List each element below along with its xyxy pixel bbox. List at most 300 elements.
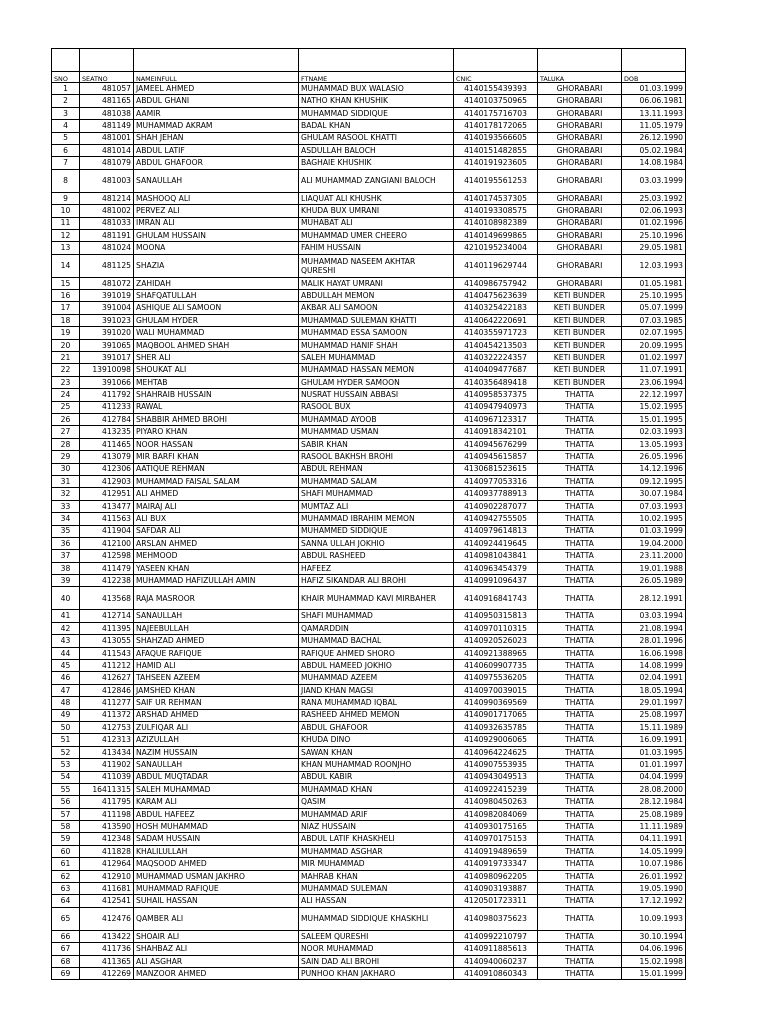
seatno-cell: 481024 bbox=[80, 242, 134, 254]
table-row bbox=[52, 746, 686, 758]
sno-cell: 10 bbox=[52, 205, 80, 217]
table-row bbox=[52, 157, 686, 169]
sno-cell: 28 bbox=[52, 438, 80, 450]
cnic-cell: 4140193308575 bbox=[454, 205, 538, 217]
sno-cell: 57 bbox=[52, 808, 80, 820]
dob-cell: 11.07.1991 bbox=[622, 364, 686, 376]
seatno-cell: 412313 bbox=[80, 734, 134, 746]
father-name-cell: RANA MUHAMMAD IQBAL bbox=[299, 697, 454, 709]
table-row bbox=[52, 796, 686, 808]
seatno-cell: 411681 bbox=[80, 883, 134, 895]
father-name-cell: ALI HASSAN bbox=[299, 895, 454, 907]
table-row bbox=[52, 660, 686, 672]
taluka-cell: THATTA bbox=[538, 562, 622, 574]
table-row bbox=[52, 169, 686, 192]
cnic-cell: 4140958537375 bbox=[454, 389, 538, 401]
seatno-cell: 412964 bbox=[80, 858, 134, 870]
cnic-cell: 4140409477687 bbox=[454, 364, 538, 376]
sno-cell: 47 bbox=[52, 684, 80, 696]
sno-cell: 39 bbox=[52, 575, 80, 587]
seatno-cell: 391023 bbox=[80, 314, 134, 326]
name-cell: SHER ALI bbox=[134, 352, 299, 364]
table-row bbox=[52, 95, 686, 107]
table-row bbox=[52, 192, 686, 204]
cnic-cell: 4140918342101 bbox=[454, 426, 538, 438]
taluka-cell: THATTA bbox=[538, 513, 622, 525]
name-cell: HAMID ALI bbox=[134, 660, 299, 672]
name-cell: MAQSOOD AHMED bbox=[134, 858, 299, 870]
dob-cell: 03.03.1994 bbox=[622, 610, 686, 622]
dob-cell: 07.03.1993 bbox=[622, 500, 686, 512]
father-name-cell: MUHAMMAD KHAN bbox=[299, 783, 454, 795]
seatno-cell: 412541 bbox=[80, 895, 134, 907]
father-name-cell: MUHAMMAD BACHAL bbox=[299, 635, 454, 647]
name-cell: PIYARO KHAN bbox=[134, 426, 299, 438]
father-name-cell: KHAIR MUHAMMAD KAVI MIRBAHER bbox=[299, 587, 454, 610]
seatno-cell: 413055 bbox=[80, 635, 134, 647]
table-row bbox=[52, 821, 686, 833]
dob-cell: 01.02.1997 bbox=[622, 352, 686, 364]
sno-cell: 21 bbox=[52, 352, 80, 364]
cnic-cell: 4210195234004 bbox=[454, 242, 538, 254]
taluka-cell: THATTA bbox=[538, 463, 622, 475]
cnic-cell: 4130681523615 bbox=[454, 463, 538, 475]
cnic-cell: 4140642220691 bbox=[454, 314, 538, 326]
seatno-cell: 391004 bbox=[80, 302, 134, 314]
father-name-cell: MIR MUHAMMAD bbox=[299, 858, 454, 870]
name-cell: SALEH MUHAMMAD bbox=[134, 783, 299, 795]
table-row bbox=[52, 290, 686, 302]
cnic-cell: 4140937788913 bbox=[454, 488, 538, 500]
sno-cell: 32 bbox=[52, 488, 80, 500]
father-name-cell: NATHO KHAN KHUSHIK bbox=[299, 95, 454, 107]
table-row bbox=[52, 833, 686, 845]
taluka-cell: GHORABARI bbox=[538, 254, 622, 277]
father-name-cell: BAGHAIE KHUSHIK bbox=[299, 157, 454, 169]
sno-cell: 18 bbox=[52, 314, 80, 326]
cnic-cell: 4140155439393 bbox=[454, 83, 538, 95]
table-row bbox=[52, 242, 686, 254]
taluka-cell: THATTA bbox=[538, 389, 622, 401]
sno-cell: 64 bbox=[52, 895, 80, 907]
seatno-cell: 481125 bbox=[80, 254, 134, 277]
name-cell: MUHAMMAD FAISAL SALAM bbox=[134, 475, 299, 487]
taluka-cell: THATTA bbox=[538, 550, 622, 562]
taluka-cell: THATTA bbox=[538, 438, 622, 450]
father-name-cell: MUHAMMED SIDDIQUE bbox=[299, 525, 454, 537]
name-cell: JAMEEL AHMED bbox=[134, 83, 299, 95]
father-name-cell: MUHAMMAD SIDDIQUE KHASKHLI bbox=[299, 907, 454, 930]
table-row bbox=[52, 438, 686, 450]
taluka-cell: THATTA bbox=[538, 883, 622, 895]
name-cell: RAJA MASROOR bbox=[134, 587, 299, 610]
name-cell: PERVEZ ALI bbox=[134, 205, 299, 217]
table-row bbox=[52, 930, 686, 942]
name-cell: ASHIQUE ALI SAMOON bbox=[134, 302, 299, 314]
table-row bbox=[52, 759, 686, 771]
seatno-cell: 411372 bbox=[80, 709, 134, 721]
sno-cell: 3 bbox=[52, 107, 80, 119]
taluka-cell: KETI BUNDER bbox=[538, 364, 622, 376]
dob-cell: 15.02.1998 bbox=[622, 955, 686, 967]
seatno-cell: 412100 bbox=[80, 537, 134, 549]
name-cell: SHAHBAZ ALI bbox=[134, 943, 299, 955]
seatno-cell: 411198 bbox=[80, 808, 134, 820]
table-row bbox=[52, 771, 686, 783]
sno-cell: 19 bbox=[52, 327, 80, 339]
table-row bbox=[52, 401, 686, 413]
taluka-cell: KETI BUNDER bbox=[538, 339, 622, 351]
cnic-cell: 4140932635785 bbox=[454, 721, 538, 733]
name-cell: SHAZIA bbox=[134, 254, 299, 277]
cnic-cell: 4140193566605 bbox=[454, 132, 538, 144]
name-cell: HOSH MUHAMMAD bbox=[134, 821, 299, 833]
sno-cell: 54 bbox=[52, 771, 80, 783]
cnic-cell: 4140191923605 bbox=[454, 157, 538, 169]
dob-cell: 15.01.1999 bbox=[622, 968, 686, 980]
table-row bbox=[52, 107, 686, 119]
name-cell: SHAH JEHAN bbox=[134, 132, 299, 144]
sno-cell: 60 bbox=[52, 845, 80, 857]
taluka-cell: KETI BUNDER bbox=[538, 352, 622, 364]
sno-cell: 50 bbox=[52, 721, 80, 733]
father-name-cell: SALEEM QURESHI bbox=[299, 930, 454, 942]
header-ftname: FTNAME bbox=[299, 72, 454, 83]
taluka-cell: THATTA bbox=[538, 821, 622, 833]
name-cell: ABDUL LATIF bbox=[134, 144, 299, 156]
sno-cell: 17 bbox=[52, 302, 80, 314]
student-list-table bbox=[51, 48, 686, 980]
taluka-cell: THATTA bbox=[538, 697, 622, 709]
name-cell: MANZOOR AHMED bbox=[134, 968, 299, 980]
sno-cell: 41 bbox=[52, 610, 80, 622]
header-taluka: TALUKA bbox=[538, 72, 622, 83]
father-name-cell: MUHAMMAD AZEEM bbox=[299, 672, 454, 684]
taluka-cell: GHORABARI bbox=[538, 157, 622, 169]
table-row bbox=[52, 513, 686, 525]
taluka-cell: THATTA bbox=[538, 500, 622, 512]
dob-cell: 04.04.1999 bbox=[622, 771, 686, 783]
cnic-cell: 4140907553935 bbox=[454, 759, 538, 771]
cnic-cell: 4140103750965 bbox=[454, 95, 538, 107]
name-cell: IMRAN ALI bbox=[134, 217, 299, 229]
dob-cell: 14.08.1999 bbox=[622, 660, 686, 672]
father-name-cell: HAFEEZ bbox=[299, 562, 454, 574]
father-name-cell: QAMARDDIN bbox=[299, 622, 454, 634]
taluka-cell: GHORABARI bbox=[538, 277, 622, 289]
sno-cell: 68 bbox=[52, 955, 80, 967]
sno-cell: 8 bbox=[52, 169, 80, 192]
table-row bbox=[52, 672, 686, 684]
dob-cell: 11.11.1989 bbox=[622, 821, 686, 833]
sno-cell: 63 bbox=[52, 883, 80, 895]
name-cell: SHOAIR ALI bbox=[134, 930, 299, 942]
cnic-cell: 4140982084069 bbox=[454, 808, 538, 820]
seatno-cell: 411563 bbox=[80, 513, 134, 525]
cnic-cell: 4140355971723 bbox=[454, 327, 538, 339]
cnic-cell: 4140970039015 bbox=[454, 684, 538, 696]
father-name-cell: MUHAMMAD SULEMAN KHATTI bbox=[299, 314, 454, 326]
cnic-cell: 4140980450263 bbox=[454, 796, 538, 808]
seatno-cell: 411828 bbox=[80, 845, 134, 857]
taluka-cell: THATTA bbox=[538, 426, 622, 438]
taluka-cell: GHORABARI bbox=[538, 83, 622, 95]
father-name-cell: RASHEED AHMED MEMON bbox=[299, 709, 454, 721]
cnic-cell: 4140902287077 bbox=[454, 500, 538, 512]
seatno-cell: 412910 bbox=[80, 870, 134, 882]
dob-cell: 05.02.1984 bbox=[622, 144, 686, 156]
name-cell: RAWAL bbox=[134, 401, 299, 413]
cnic-cell: 4140175716703 bbox=[454, 107, 538, 119]
father-name-cell: SHAFI MUHAMMAD bbox=[299, 610, 454, 622]
seatno-cell: 391020 bbox=[80, 327, 134, 339]
father-name-cell: MUHAMMAD IBRAHIM MEMON bbox=[299, 513, 454, 525]
cnic-cell: 4140991096437 bbox=[454, 575, 538, 587]
father-name-cell: MUHAMMAD USMAN bbox=[299, 426, 454, 438]
dob-cell: 29.01.1997 bbox=[622, 697, 686, 709]
sno-cell: 5 bbox=[52, 132, 80, 144]
dob-cell: 28.12.1984 bbox=[622, 796, 686, 808]
seatno-cell: 481014 bbox=[80, 144, 134, 156]
seatno-cell: 481165 bbox=[80, 95, 134, 107]
name-cell: AFAQUE RAFIQUE bbox=[134, 647, 299, 659]
cnic-cell: 4140916841743 bbox=[454, 587, 538, 610]
sno-cell: 69 bbox=[52, 968, 80, 980]
name-cell: SAIF UR REHMAN bbox=[134, 697, 299, 709]
cnic-cell: 4140945615857 bbox=[454, 451, 538, 463]
taluka-cell: THATTA bbox=[538, 943, 622, 955]
table-row bbox=[52, 254, 686, 277]
name-cell: SANAULLAH bbox=[134, 169, 299, 192]
father-name-cell: MUHAMMAD BUX WALASIO bbox=[299, 83, 454, 95]
name-cell: ZULFIQAR ALI bbox=[134, 721, 299, 733]
name-cell: SUHAIL HASSAN bbox=[134, 895, 299, 907]
seatno-cell: 412269 bbox=[80, 968, 134, 980]
cnic-cell: 4140322224357 bbox=[454, 352, 538, 364]
father-name-cell: ABDUL LATIF KHASKHELI bbox=[299, 833, 454, 845]
sno-cell: 11 bbox=[52, 217, 80, 229]
sno-cell: 24 bbox=[52, 389, 80, 401]
father-name-cell: ALI MUHAMMAD ZANGIANI BALOCH bbox=[299, 169, 454, 192]
dob-cell: 02.06.1993 bbox=[622, 205, 686, 217]
table-row bbox=[52, 734, 686, 746]
name-cell: ABDUL GHANI bbox=[134, 95, 299, 107]
taluka-cell: THATTA bbox=[538, 575, 622, 587]
cnic-cell: 4140964224625 bbox=[454, 746, 538, 758]
table-row bbox=[52, 895, 686, 907]
table-row bbox=[52, 83, 686, 95]
name-cell: AZIZULLAH bbox=[134, 734, 299, 746]
name-cell: ARSHAD AHMED bbox=[134, 709, 299, 721]
taluka-cell: GHORABARI bbox=[538, 169, 622, 192]
seatno-cell: 481038 bbox=[80, 107, 134, 119]
seatno-cell: 411365 bbox=[80, 955, 134, 967]
seatno-cell: 411277 bbox=[80, 697, 134, 709]
table-row bbox=[52, 120, 686, 132]
dob-cell: 25.10.1995 bbox=[622, 290, 686, 302]
table-row bbox=[52, 488, 686, 500]
cnic-cell: 4140151482855 bbox=[454, 144, 538, 156]
name-cell: ABDUL MUQTADAR bbox=[134, 771, 299, 783]
seatno-cell: 481079 bbox=[80, 157, 134, 169]
dob-cell: 28.12.1991 bbox=[622, 587, 686, 610]
father-name-cell: MALIK HAYAT UMRANI bbox=[299, 277, 454, 289]
cnic-cell: 4140981043841 bbox=[454, 550, 538, 562]
father-name-cell: MUHAMMAD SULEMAN bbox=[299, 883, 454, 895]
name-cell: GHULAM HUSSAIN bbox=[134, 229, 299, 241]
seatno-cell: 481003 bbox=[80, 169, 134, 192]
sno-cell: 56 bbox=[52, 796, 80, 808]
father-name-cell: RASOOL BUX bbox=[299, 401, 454, 413]
name-cell: MUHAMMAD AKRAM bbox=[134, 120, 299, 132]
dob-cell: 01.03.1995 bbox=[622, 746, 686, 758]
dob-cell: 30.10.1994 bbox=[622, 930, 686, 942]
cnic-cell: 4140178172065 bbox=[454, 120, 538, 132]
seatno-cell: 413235 bbox=[80, 426, 134, 438]
taluka-cell: THATTA bbox=[538, 721, 622, 733]
father-name-cell: MUHABAT ALI bbox=[299, 217, 454, 229]
dob-cell: 04.06.1996 bbox=[622, 943, 686, 955]
dob-cell: 28.01.1996 bbox=[622, 635, 686, 647]
taluka-cell: THATTA bbox=[538, 783, 622, 795]
name-cell: MAQBOOL AHMED SHAH bbox=[134, 339, 299, 351]
table-row bbox=[52, 808, 686, 820]
cnic-cell: 4140970110315 bbox=[454, 622, 538, 634]
table-row bbox=[52, 144, 686, 156]
dob-cell: 26.05.1996 bbox=[622, 451, 686, 463]
dob-cell: 16.09.1991 bbox=[622, 734, 686, 746]
seatno-cell: 411904 bbox=[80, 525, 134, 537]
dob-cell: 19.01.1988 bbox=[622, 562, 686, 574]
sno-cell: 25 bbox=[52, 401, 80, 413]
seatno-cell: 412306 bbox=[80, 463, 134, 475]
cnic-cell: 4140980375623 bbox=[454, 907, 538, 930]
father-name-cell: MUHAMMAD AYOOB bbox=[299, 413, 454, 425]
father-name-cell: LIAQUAT ALI KHUSHK bbox=[299, 192, 454, 204]
sno-cell: 61 bbox=[52, 858, 80, 870]
seatno-cell: 412714 bbox=[80, 610, 134, 622]
dob-cell: 02.07.1995 bbox=[622, 327, 686, 339]
table-body bbox=[52, 49, 686, 980]
dob-cell: 15.11.1989 bbox=[622, 721, 686, 733]
sno-cell: 52 bbox=[52, 746, 80, 758]
father-name-cell: MUHAMMAD ASGHAR bbox=[299, 845, 454, 857]
taluka-cell: THATTA bbox=[538, 796, 622, 808]
dob-cell: 12.03.1993 bbox=[622, 254, 686, 277]
cnic-cell: 4140903193887 bbox=[454, 883, 538, 895]
sno-cell: 66 bbox=[52, 930, 80, 942]
name-cell: ALI BUX bbox=[134, 513, 299, 525]
taluka-cell: THATTA bbox=[538, 895, 622, 907]
dob-cell: 23.06.1994 bbox=[622, 376, 686, 388]
dob-cell: 23.11.2000 bbox=[622, 550, 686, 562]
dob-cell: 10.09.1993 bbox=[622, 907, 686, 930]
father-name-cell: GHULAM HYDER SAMOON bbox=[299, 376, 454, 388]
sno-cell: 34 bbox=[52, 513, 80, 525]
father-name-cell: RASOOL BAKHSH BROHI bbox=[299, 451, 454, 463]
taluka-cell: THATTA bbox=[538, 684, 622, 696]
taluka-cell: THATTA bbox=[538, 413, 622, 425]
table-row bbox=[52, 426, 686, 438]
father-name-cell: SAWAN KHAN bbox=[299, 746, 454, 758]
name-cell: YASEEN KHAN bbox=[134, 562, 299, 574]
name-cell: MOONA bbox=[134, 242, 299, 254]
table-row bbox=[52, 845, 686, 857]
seatno-cell: 481057 bbox=[80, 83, 134, 95]
cnic-cell: 4140930175165 bbox=[454, 821, 538, 833]
taluka-cell: GHORABARI bbox=[538, 120, 622, 132]
dob-cell: 03.03.1999 bbox=[622, 169, 686, 192]
table-row bbox=[52, 376, 686, 388]
dob-cell: 28.08.2000 bbox=[622, 783, 686, 795]
cnic-cell: 4140920526023 bbox=[454, 635, 538, 647]
table-row bbox=[52, 587, 686, 610]
table-row bbox=[52, 783, 686, 795]
name-cell: ABDUL GHAFOOR bbox=[134, 157, 299, 169]
seatno-cell: 412598 bbox=[80, 550, 134, 562]
sno-cell: 36 bbox=[52, 537, 80, 549]
taluka-cell: THATTA bbox=[538, 858, 622, 870]
dob-cell: 22.12.1997 bbox=[622, 389, 686, 401]
cnic-cell: 4140356489418 bbox=[454, 376, 538, 388]
table-row bbox=[52, 413, 686, 425]
dob-cell: 14.05.1999 bbox=[622, 845, 686, 857]
table-row bbox=[52, 943, 686, 955]
father-name-cell: MUHAMMAD UMER CHEERO bbox=[299, 229, 454, 241]
dob-cell: 11.05.1979 bbox=[622, 120, 686, 132]
dob-cell: 01.03.1999 bbox=[622, 525, 686, 537]
seatno-cell: 411543 bbox=[80, 647, 134, 659]
father-name-cell: NOOR MUHAMMAD bbox=[299, 943, 454, 955]
seatno-cell: 411465 bbox=[80, 438, 134, 450]
name-cell: ABDUL HAFEEZ bbox=[134, 808, 299, 820]
taluka-cell: GHORABARI bbox=[538, 132, 622, 144]
name-cell: MUHAMMAD USMAN JAKHRO bbox=[134, 870, 299, 882]
table-row bbox=[52, 968, 686, 980]
name-cell: AAMIR bbox=[134, 107, 299, 119]
taluka-cell: THATTA bbox=[538, 622, 622, 634]
seatno-cell: 16411315 bbox=[80, 783, 134, 795]
table-row bbox=[52, 610, 686, 622]
father-name-cell: NUSRAT HUSSAIN ABBASI bbox=[299, 389, 454, 401]
seatno-cell: 412238 bbox=[80, 575, 134, 587]
sno-cell: 67 bbox=[52, 943, 80, 955]
cnic-cell: 4140911885613 bbox=[454, 943, 538, 955]
dob-cell: 01.05.1981 bbox=[622, 277, 686, 289]
father-name-cell: SALEH MUHAMMAD bbox=[299, 352, 454, 364]
table-row bbox=[52, 205, 686, 217]
name-cell: KARAM ALI bbox=[134, 796, 299, 808]
taluka-cell: THATTA bbox=[538, 610, 622, 622]
cnic-cell: 4140986757942 bbox=[454, 277, 538, 289]
dob-cell: 01.03.1999 bbox=[622, 83, 686, 95]
seatno-cell: 481033 bbox=[80, 217, 134, 229]
sno-cell: 38 bbox=[52, 562, 80, 574]
name-cell: TAHSEEN AZEEM bbox=[134, 672, 299, 684]
cnic-cell: 4140929006065 bbox=[454, 734, 538, 746]
sno-cell: 31 bbox=[52, 475, 80, 487]
dob-cell: 15.01.1995 bbox=[622, 413, 686, 425]
taluka-cell: THATTA bbox=[538, 401, 622, 413]
taluka-cell: THATTA bbox=[538, 475, 622, 487]
cnic-cell: 4140990369569 bbox=[454, 697, 538, 709]
seatno-cell: 413079 bbox=[80, 451, 134, 463]
table-row bbox=[52, 327, 686, 339]
father-name-cell: SABIR KHAN bbox=[299, 438, 454, 450]
cnic-cell: 4140919489659 bbox=[454, 845, 538, 857]
seatno-cell: 411792 bbox=[80, 389, 134, 401]
table-row bbox=[52, 907, 686, 930]
